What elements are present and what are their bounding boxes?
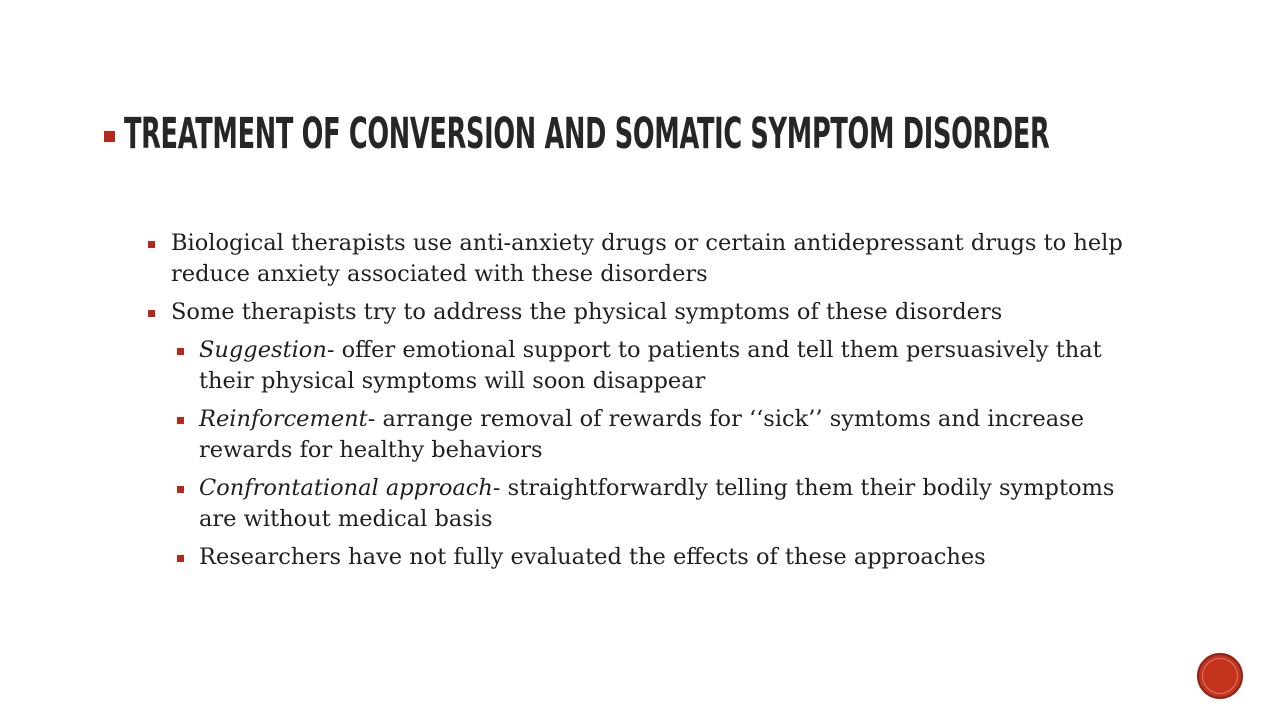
circle-badge-icon [1197,653,1243,699]
bullet-text: Biological therapists use anti-anxiety drugs or certain antidepressant drugs to help reduce anxiety associated with these disorders [171,230,1123,287]
square-bullet-icon [148,310,155,317]
bullet-term: Suggestion [199,337,327,363]
bullet-term: Reinforcement [199,406,368,432]
bullet-list [148,228,1158,580]
square-bullet-icon [177,486,184,493]
bullet-text: - offer emotional support to patients and tell them persuasively that their physical symptoms will soon disappear [199,337,1102,394]
slide-title: TREATMENT OF CONVERSION AND SOMATIC SYMPTOM DISORDER [124,109,1050,159]
list-item [148,228,1158,290]
list-item [148,297,1158,328]
square-bullet-icon [177,417,184,424]
bullet-term: Confrontational approach [199,475,493,501]
bullet-text: Some therapists try to address the physical symptoms of these disorders [171,299,1003,325]
sub-list-item [148,404,1158,466]
bullet-text: - straightforwardly telling them their bodily symptoms are without medical basis [199,475,1115,532]
bullet-text: Researchers have not fully evaluated the effects of these approaches [199,544,986,570]
square-bullet-icon [177,348,184,355]
square-bullet-icon [177,555,184,562]
sub-list-item [148,542,1158,573]
title-marker [104,131,115,142]
sub-list-item [148,335,1158,397]
bullet-text: - arrange removal of rewards for ‘‘sick’’ symtoms and increase rewards for healthy behaviors [199,406,1085,463]
square-bullet-icon [148,241,155,248]
sub-list-item [148,473,1158,535]
